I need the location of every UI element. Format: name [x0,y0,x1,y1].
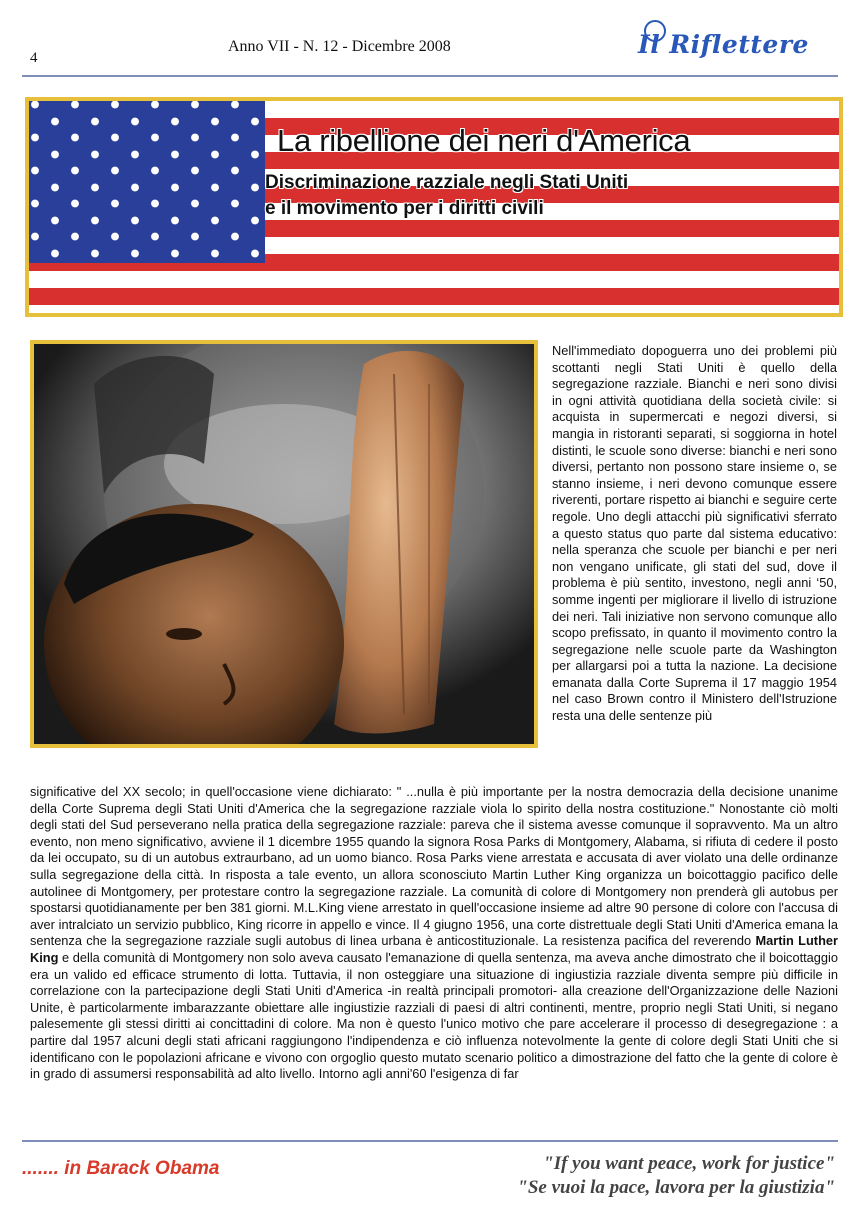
body-text-part2: e della comunità di Montgomery non solo aveva causato l'emanazione di quella sentenza, ma aveva anche dimostrato che il boicottaggio era un valido ed efficace strumento di lotta. Tuttavia, il non osteggiare una situazione di ingiustizia razziale diventa sempre più difficile in correlazione con la partecipazione degli Stati Uniti d'America -in realtà principali promotori- alla creazione dell'Organizzazione delle Nazioni Unite, è particolarmente imbarazzante obiettare alle ingiustizie razziali di paesi di altri continenti, mentre, proprio negli Stati Uniti, si negano palesemente gli stessi diritti ai concittadini di colore. Ma non è questo l'unico motivo che pare accelerare il processo di desegregazione : a partire dal 1957 alcuni degli stati africani raggiungono l'indipendenza e ciò influenza notevolmente la gente di colore degli Stati Uniti che si identificano con le popolazioni africane e vivono con orgoglio questo mutato scenario politico a dimostrazione del fatto che la gente di colore è in grado di assumersi responsabilità ad alto livello. Intorno agli anni'60 l'esigenza di far [30,949,838,1082]
article-subtitle-line2: e il movimento per i diritti civili [265,198,544,219]
header-divider [22,75,838,77]
footer-divider [22,1140,838,1142]
photo-collage-image [34,344,534,744]
article-photo [30,340,538,748]
article-body-text [30,784,838,1083]
flag-banner [25,97,843,317]
page-number: 4 [30,50,38,66]
martin-luther-king-name: Martin Luther King [30,933,838,965]
article-title: La ribellione dei neri d'America [277,123,691,158]
body-text-part1: significative del XX secolo; in quell'occasione viene dichiarato: " ...nulla è più importante per la nostra democrazia della decisione unanime della Corte Suprema degli Stati Uniti d'America che la segregazione razziale viola lo spirito della nostra costituzione." Nonostante ciò molti degli stati del Sud perseverano nella pratica della segregazione razziale: pareva che il sistema avesse comunque il sopravvento. Ma un altro evento, non meno significativo, avviene il 1 dicembre 1955 quando la signora Rosa Parks di Montgomery, Alabama, si rifiuta di cedere il posto da lei occupato, su di un autobus extraurbano, ad un uomo bianco. Rosa Parks viene arrestata e accusata di aver violato una delle ordinanze sulla segregazione della città. In risposta a tale evento, un allora sconosciuto Martin Luther King organizza un boicottaggio pacifico delle autolinee di Montgomery, per protestare contro la segregazione razziale. La comunità di colore di Montgomery non prenderà gli autobus per spostarsi quotidianamente per ben 381 giorni. M.L.King viene arrestato in quell'occasione insieme ad altre 90 persone di colore con l'accusa di aver intralciato un servizio pubblico, King ricorre in appello e vince. Il 4 giugno 1956, una corte distrettuale degli Stati Uniti d'America emana la sentenza che la segregazione razziale sugli autobus di linea urbana è anticostituzionale. La resistenza pacifica del reverendo [30,784,838,949]
footer-quote-italian: "Se vuoi la pace, lavora per la giustizia" [517,1177,835,1198]
continued-note: ....... in Barack Obama [22,1158,220,1179]
flag-stripe [29,288,839,305]
footer-quote-english: "If you want peace, work for justice" [543,1153,835,1174]
masthead-logo [630,20,845,72]
article-column-text: Nell'immediato dopoguerra uno dei problemi più scottanti negli Stati Uniti è quello della segregazione razziale. Bianchi e neri sono divisi in ogni attività quotidiana della società civile: si acquista in supermercati e negozi diversi, si mangia in ristoranti separati, si soggiorna in hotel distinti, le scuole sono diverse: bianchi e neri sono diversi, pertanto non possono stare insieme o, se stanno insieme, i neri devono comunque essere riverenti, portare rispetto ai bianchi e seguire certe regole. Uno degli attacchi più significativi sferrato a questo status quo parte dal sistema educativo: nella speranza che scuole per bianchi e per neri non vengano unificate, gli stati del sud, dove il problema è più sentito, investono, negli anni ‘50, somme ingenti per migliorare il livello di istruzione dei neri. Tali iniziative non servono comunque allo scopo prefissato, in quanto il movimento contro la segregazione nelle scuole parte da Washington per allargarsi poi a tutta la nazione. La decisione emanata dalla Corte Suprema il 17 maggio 1954 nel caso Brown contro il Ministero dell'Istruzione resta una delle sentenze più [552,343,837,724]
flag-stars-icon [29,101,265,263]
article-subtitle-line1: Discriminazione razziale negli Stati Uniti [265,172,629,193]
masthead-title: Il Riflettere [638,30,809,59]
issue-line: Anno VII - N. 12 - Dicembre 2008 [228,38,451,55]
